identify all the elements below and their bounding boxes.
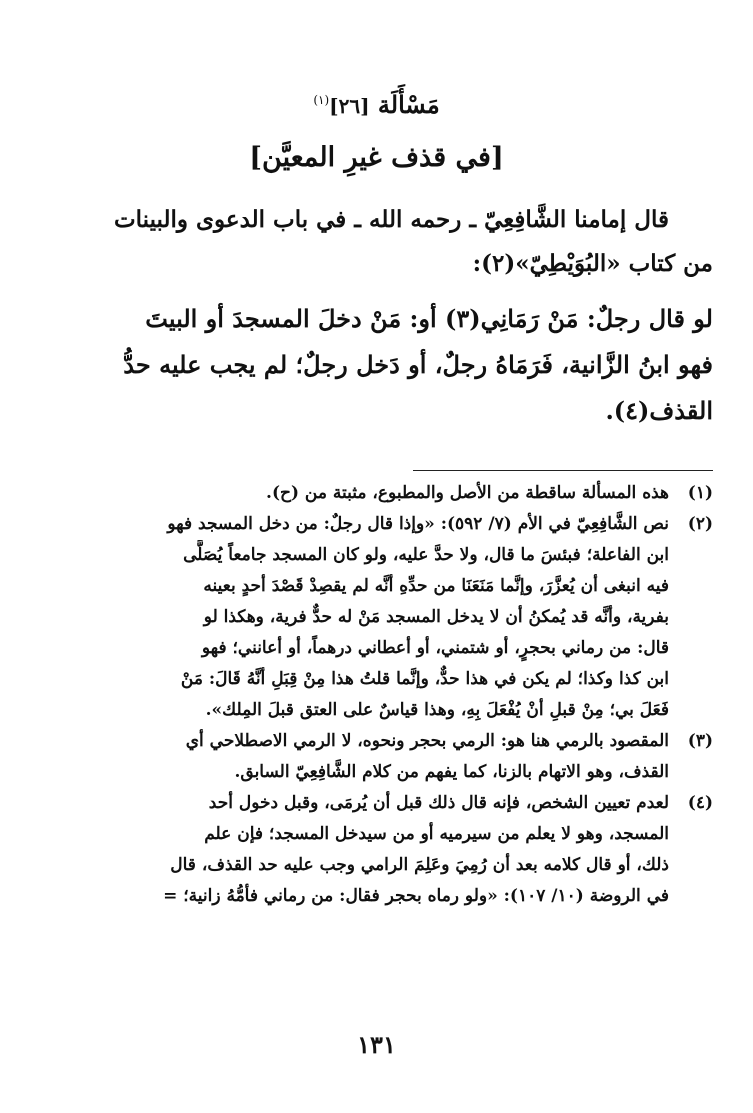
issue-word: مَسْأَلَة [377,90,440,119]
footnote-number: (٢) [687,514,713,534]
footnote-line: المقصود بالرمي هنا هو: الرمي بحجر ونحوه، لا الرمي الاصطلاحي أي [185,731,669,751]
footnote-text [40,788,669,912]
footnote-number: (١) [687,483,713,503]
footnote-text [40,509,669,726]
book-page [40,0,713,1113]
footnote-line: المسجد، وهو لا يعلم من سيرميه أو من سيدخل المسجد؛ فإن علم [204,824,669,844]
footnote-line: نص الشَّافِعِيّ في الأم (٧/ ٥٩٢): «وإذا قال رجلٌ: من دخل المسجد فهو [167,514,669,534]
footnote-line: في الروضة (١٠/ ١٠٧): «ولو رماه بحجر فقال: من رماني فأمُّهُ زانية؛ = [163,886,669,906]
heading-footnote-ref: (١) [313,93,330,107]
intro-paragraph [40,198,713,286]
footnote-2 [40,509,713,726]
footnote-line: بفرية، وأنَّه قد يُمكنُ أن لا يدخل المسجد مَنْ له حدٌّ فرية، وهكذا لو [203,607,669,627]
intro-line: قال إمامنا الشَّافِعِيّ ـ رحمه الله ـ في باب الدعوى والبينات [113,206,669,233]
footnote-line: هذه المسألة ساقطة من الأصل والمطبوع، مثبتة من (ح). [266,483,669,503]
footnote-4 [40,788,713,912]
footnote-divider [413,470,713,471]
body-line: فهو ابنُ الزَّانية، فَرَمَاهُ رجلٌ، أو دَخل رجلٌ؛ لم يجب عليه حدُّ [123,350,713,379]
intro-line: من كتاب «البُوَيْطِيّ»(٢): [472,250,713,277]
footnote-text [40,726,669,788]
footnote-line: ذلك، أو قال كلامه بعد أن رُمِيَ وعَلِمَ الرامي وجب عليه حد القذف، قال [170,855,669,875]
footnote-line: ابن كذا وكذا؛ لم يكن في هذا حدٌّ، وإنَّما قلتُ هذا مِنْ قِبَلِ أنَّهُ قَالَ: مَنْ [180,669,669,689]
body-line: القذف(٤). [605,396,713,425]
main-paragraph [40,296,713,434]
footnote-3 [40,726,713,788]
footnote-line: ابن الفاعلة؛ فبئسَ ما قال، ولا حدَّ عليه، ولو كان المسجد جامعاً يُصَلَّى [183,545,669,565]
footnote-number: (٣) [687,731,713,751]
footnote-line: فَعَلَ بي؛ مِنْ قبلِ أنْ يُفْعَلَ بِهِ، وهذا قياسٌ على العتق قبلَ المِلك». [205,700,669,720]
footnote-line: فيه انبغى أن يُعزَّرَ، وإنَّما مَنَعَنَا من حدِّهِ أنَّه لم يقصِدْ قَصْدَ أحدٍ بعينه [203,576,669,596]
footnote-line: لعدم تعيين الشخص، فإنه قال ذلك قبل أن يُرمَى، وقبل دخول أحد [208,793,669,813]
footnote-1 [40,478,713,509]
footnote-line: القذف، وهو الاتهام بالزنا، كما يفهم من كلام الشَّافِعِيّ السابق. [234,762,669,782]
issue-number: [٢٦] [329,94,370,118]
footnotes-section [40,478,713,912]
footnote-line: قال: من رماني بحجرٍ، أو شتمني، أو أعطاني درهماً، أو أعانني؛ فهو [201,638,669,658]
body-line: لو قال رجلٌ: مَنْ رَمَانِي(٣) أو: مَنْ دخلَ المسجدَ أو البيتَ [145,304,713,333]
issue-subtitle: [في قذف غيرِ المعيَّن] [249,142,504,173]
issue-heading [40,82,713,124]
footnote-text [40,478,669,509]
page-number: ١٣١ [357,1030,396,1059]
footnote-number: (٤) [687,793,713,813]
